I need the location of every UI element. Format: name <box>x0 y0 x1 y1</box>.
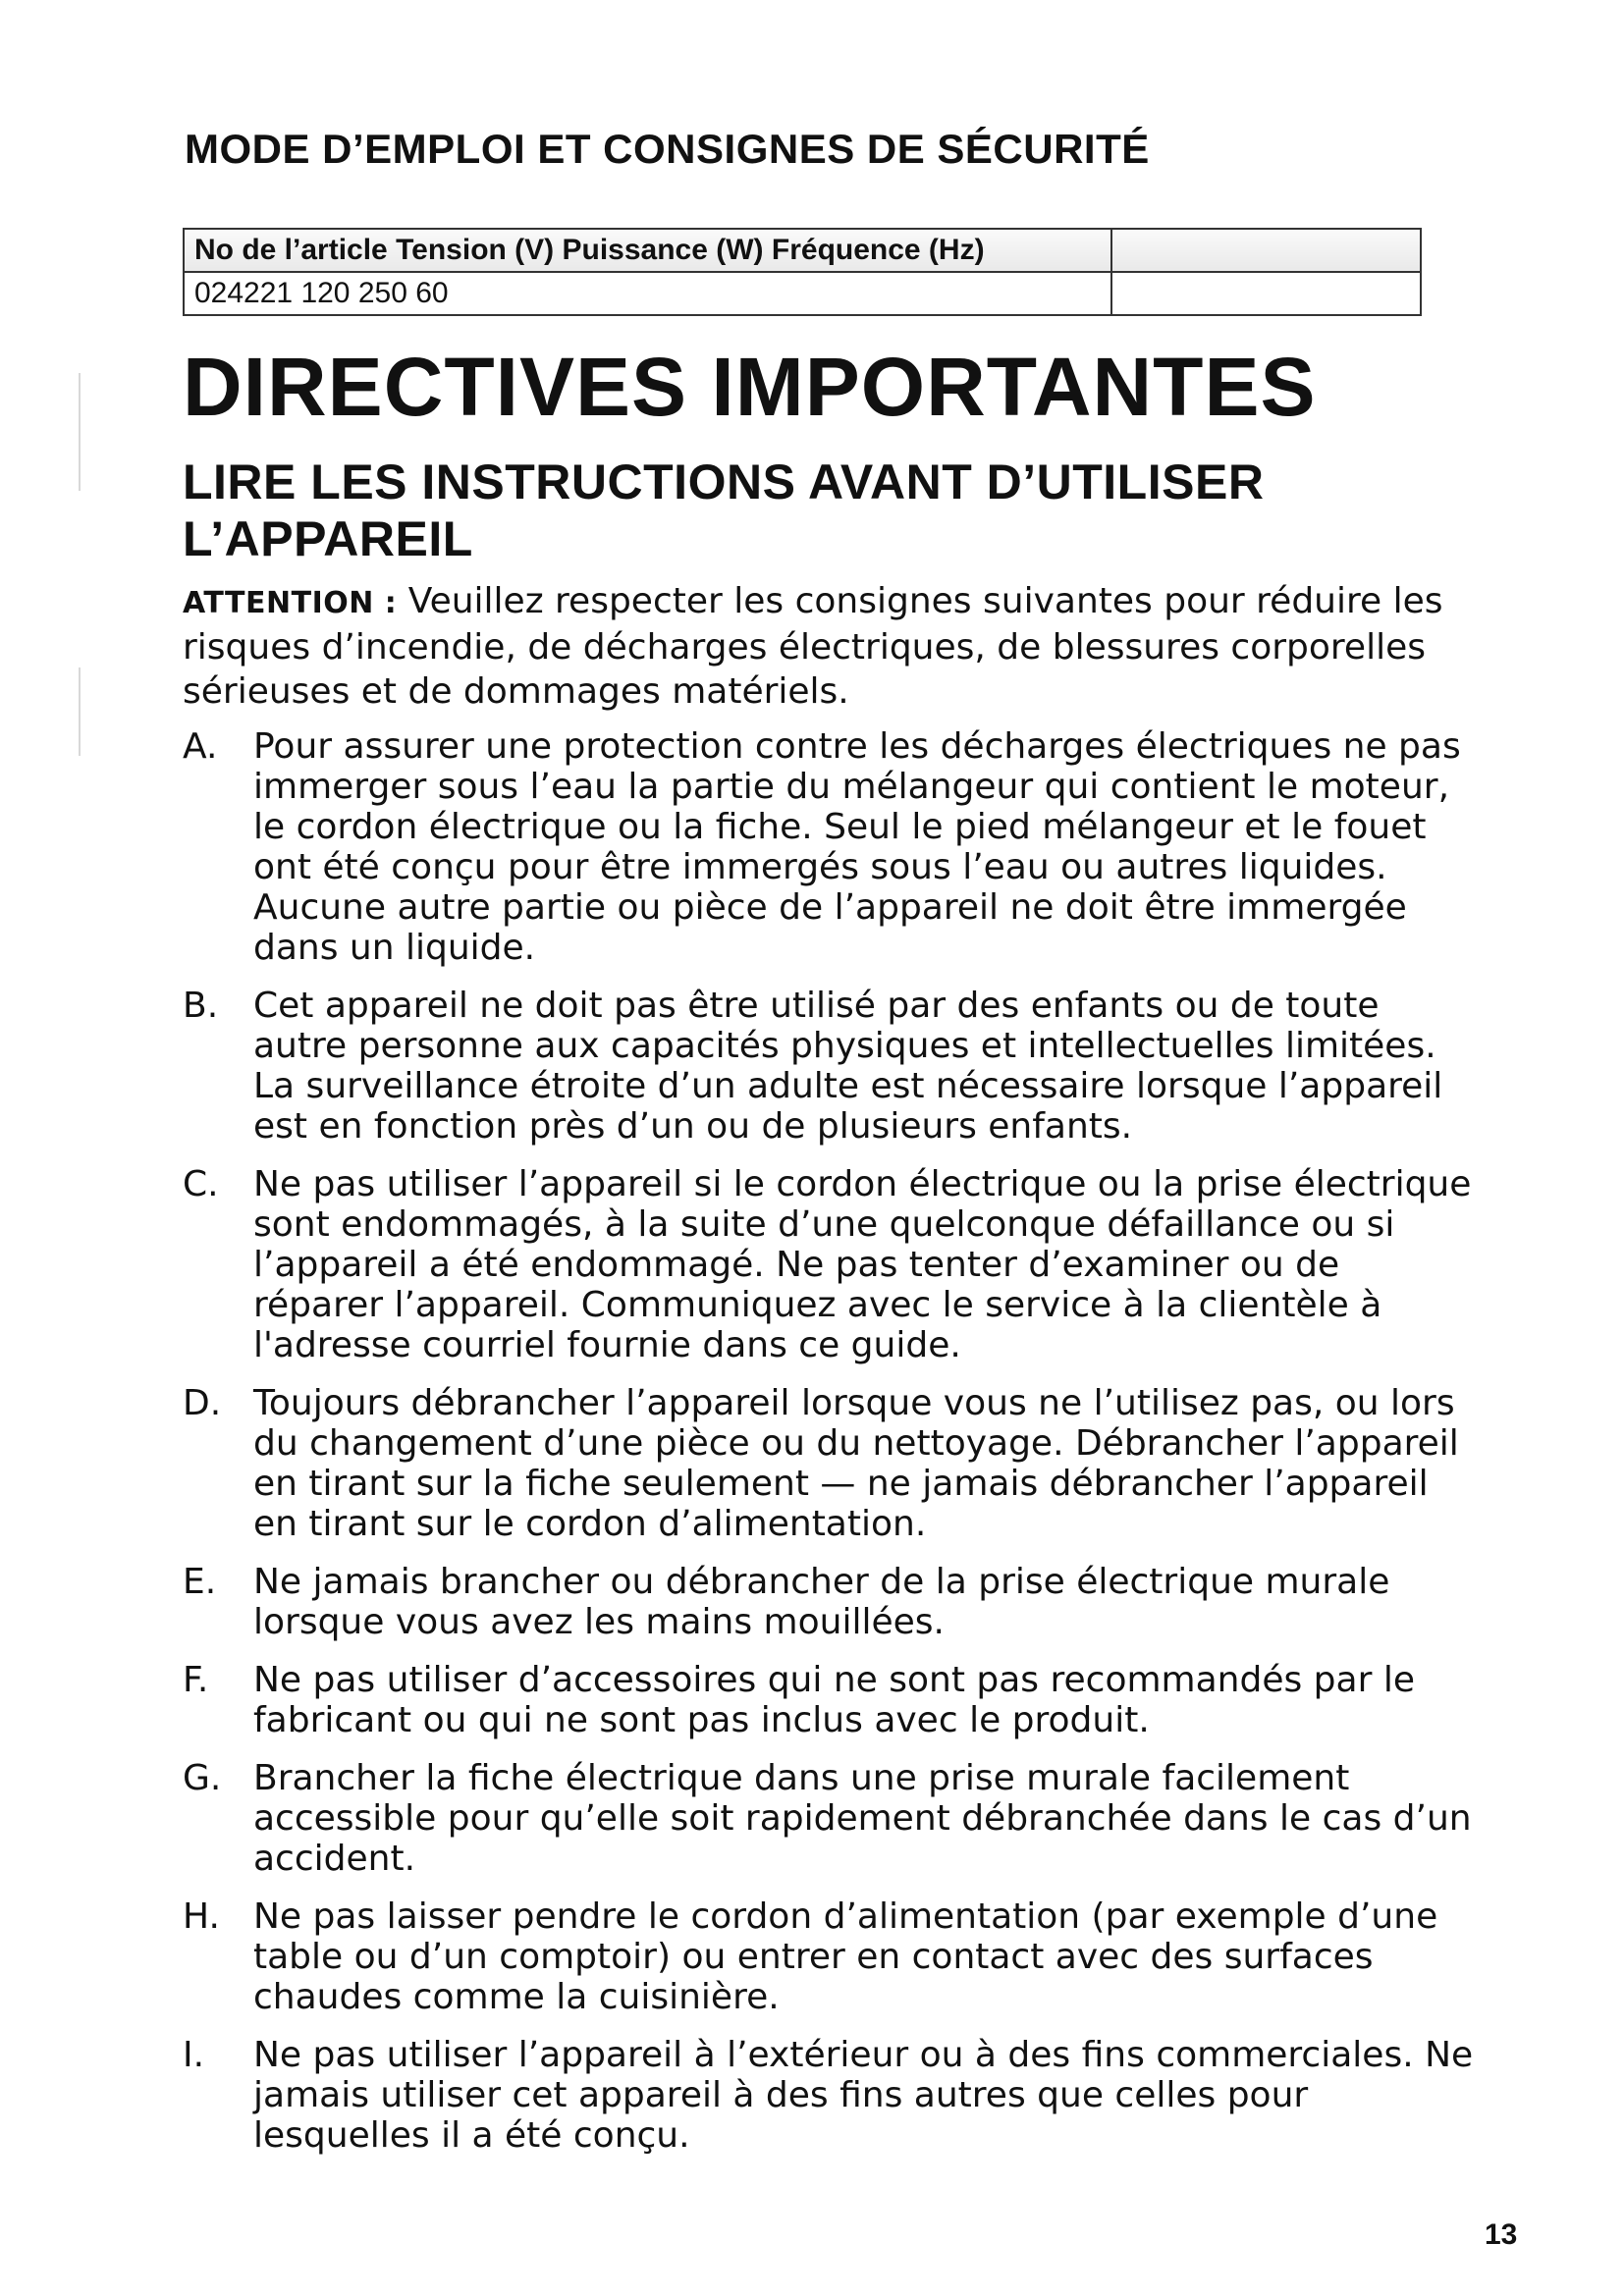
spec-table-empty-cell <box>1111 272 1421 315</box>
directive-text: Ne jamais brancher ou débrancher de la prise électrique murale lorsque vous avez les mains mouillées. <box>253 1562 1390 1642</box>
directive-letter: I. <box>183 2035 205 2075</box>
spec-table <box>183 228 1422 316</box>
directive-text: Toujours débrancher l’appareil lorsque vous ne l’utilisez pas, ou lors du changement d’une pièce ou du nettoyage. Débrancher l’appareil en tirant sur la fiche seulement — ne jamais débrancher l’appareil en tirant sur le cordon d’alimentation. <box>253 1383 1459 1544</box>
directive-text: Ne pas utiliser l’appareil à l’extérieur ou à des fins commerciales. Ne jamais utiliser cet appareil à des fins autres que celles pour lesquelles il a été conçu. <box>253 2035 1474 2156</box>
spec-table-value-row <box>184 272 1421 315</box>
page-subtitle: LIRE LES INSTRUCTIONS AVANT D’UTILISER L’APPAREIL <box>183 454 1265 566</box>
scan-margin-mark <box>79 373 81 491</box>
spec-table-value-cell: 024221 120 250 60 <box>184 272 1111 315</box>
directive-letter: D. <box>183 1383 222 1423</box>
page-title: DIRECTIVES IMPORTANTES <box>183 341 1317 433</box>
directive-text: Cet appareil ne doit pas être utilisé par des enfants ou de toute autre personne aux capacités physiques et intellectuelles limitées. La surveillance étroite d’un adulte est nécessaire lorsque l’appareil est en fonction près d’un ou de plusieurs enfants. <box>253 986 1443 1147</box>
directive-item <box>183 1660 1479 1740</box>
directive-letter: E. <box>183 1562 217 1602</box>
attention-text: Veuillez respecter les consignes suivantes pour réduire les risques d’incendie, de décharges électriques, de blessures corporelles sérieuses et de dommages matériels. <box>183 581 1443 712</box>
directive-letter: B. <box>183 986 219 1026</box>
directive-item <box>183 986 1479 1147</box>
page-number: 13 <box>1485 2218 1518 2251</box>
directive-letter: A. <box>183 726 218 767</box>
directive-item <box>183 1164 1479 1365</box>
directive-text: Ne pas laisser pendre le cordon d’alimentation (par exemple d’une table ou d’un comptoir) ou entrer en contact avec des surfaces chaudes comme la cuisinière. <box>253 1896 1438 2017</box>
directive-text: Pour assurer une protection contre les décharges électriques ne pas immerger sous l’eau la partie du mélangeur qui contient le moteur, le cordon électrique ou la fiche. Seul le pied mélangeur et le fouet ont été conçu pour être immergés sous l’eau ou autres liquides. Aucune autre partie ou pièce de l’appareil ne doit être immergée dans un liquide. <box>253 726 1461 968</box>
directive-item <box>183 1896 1479 2017</box>
directive-letter: F. <box>183 1660 209 1700</box>
directive-text: Brancher la fiche électrique dans une prise murale facilement accessible pour qu’elle soit rapidement débranchée dans le cas d’un accident. <box>253 1758 1472 1879</box>
directive-letter: C. <box>183 1164 219 1204</box>
attention-label: ATTENTION : <box>183 586 398 620</box>
attention-paragraph <box>183 579 1459 714</box>
directive-item <box>183 726 1479 968</box>
directive-item <box>183 1758 1479 1879</box>
spec-table-header-cell: No de l’article Tension (V) Puissance (W) Fréquence (Hz) <box>184 229 1111 272</box>
directive-item <box>183 2035 1479 2156</box>
directive-item <box>183 1383 1479 1544</box>
spec-table-empty-cell <box>1111 229 1421 272</box>
directive-text: Ne pas utiliser l’appareil si le cordon électrique ou la prise électrique sont endommagés, à la suite d’une quelconque défaillance ou si l’appareil a été endommagé. Ne pas tenter d’examiner ou de réparer l’appareil. Communiquez avec le service à la clientèle à l'adresse courriel fournie dans ce guide. <box>253 1164 1472 1365</box>
directive-letter: H. <box>183 1896 220 1937</box>
scan-margin-mark <box>79 667 81 756</box>
directive-letter: G. <box>183 1758 222 1798</box>
spec-table-header-row <box>184 229 1421 272</box>
directive-text: Ne pas utiliser d’accessoires qui ne sont pas recommandés par le fabricant ou qui ne sont pas inclus avec le produit. <box>253 1660 1415 1740</box>
directive-item <box>183 1562 1479 1642</box>
section-title: MODE D’EMPLOI ET CONSIGNES DE SÉCURITÉ <box>185 126 1150 172</box>
directives-list <box>183 726 1479 2173</box>
